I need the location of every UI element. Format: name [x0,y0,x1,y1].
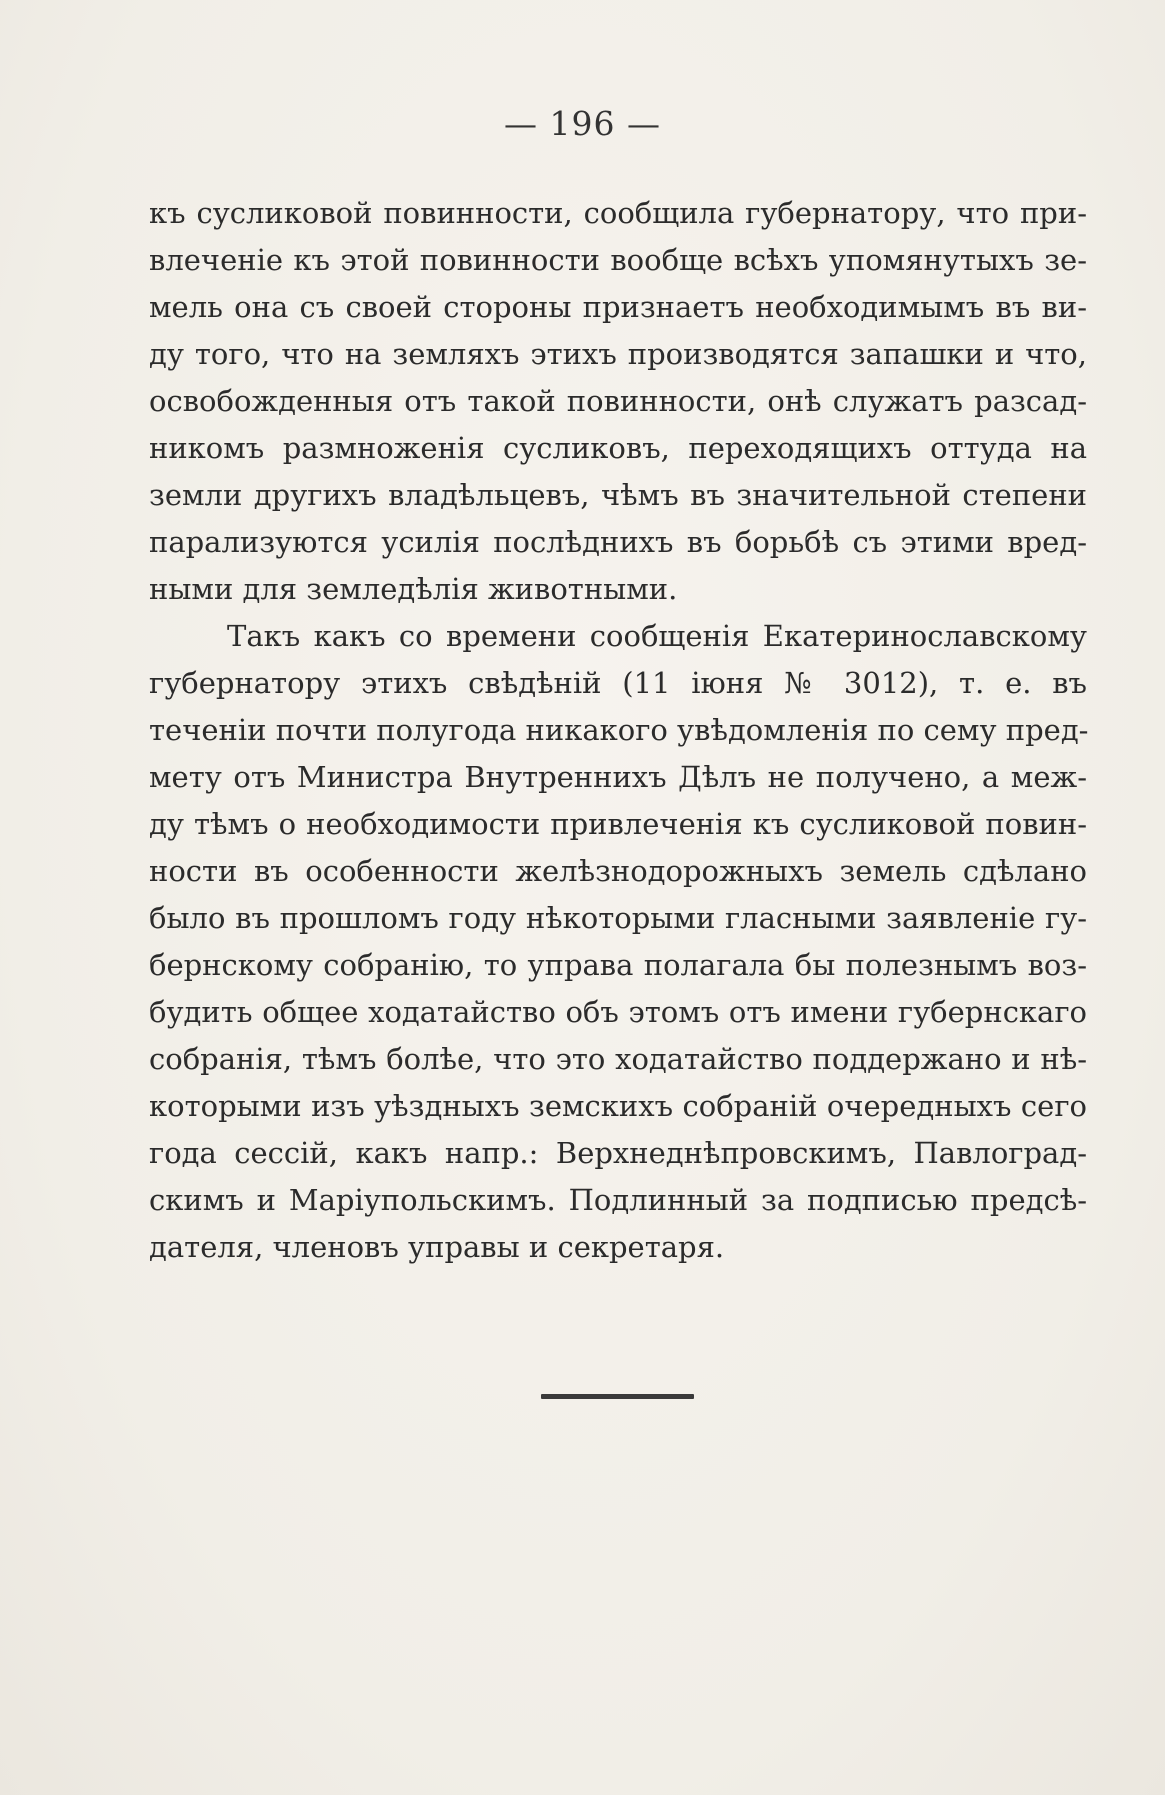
text-line: земли другихъ владѣльцевъ, чѣмъ въ значительной степени [149,478,1087,512]
paragraph [149,613,1087,1271]
text-line: къ сусликовой повинности, сообщила губернатору, что при- [149,196,1087,230]
text-line: влеченіе къ этой повинности вообще всѣхъ упомянутыхъ зе- [149,243,1087,277]
text-line: никомъ размноженія сусликовъ, переходящихъ оттуда на [149,431,1087,465]
text-line: мель она съ своей стороны признаетъ необходимымъ въ ви- [149,290,1087,324]
page-number: — 196 — [504,104,661,143]
text-line: мету отъ Министра Внутреннихъ Дѣлъ не получено, а меж- [149,760,1087,794]
text-line: губернатору этихъ свѣдѣній (11 іюня № 3012), т. е. въ [149,666,1087,700]
body-text [149,190,1087,1271]
text-line: будить общее ходатайство объ этомъ отъ имени губернскаго [149,995,1087,1029]
text-line: ными для земледѣлія животными. [149,572,678,606]
text-line: теченіи почти полугода никакого увѣдомленія по сему пред- [149,713,1089,747]
text-line: ду того, что на земляхъ этихъ производятся запашки и что, [149,337,1087,371]
text-line: освобожденныя отъ такой повинности, онѣ служатъ разсад- [149,384,1087,418]
text-line: парализуются усилія послѣднихъ въ борьбѣ съ этими вред- [149,525,1087,559]
text-line: Такъ какъ со времени сообщенія Екатеринославскому [227,619,1087,653]
paragraph [149,190,1087,613]
text-line: дателя, членовъ управы и секретаря. [149,1230,725,1264]
text-line: было въ прошломъ году нѣкоторыми гласными заявленіе гу- [149,901,1087,935]
text-line: ду тѣмъ о необходимости привлеченія къ сусликовой повин- [149,807,1087,841]
text-line: ности въ особенности желѣзнодорожныхъ земель сдѣлано [149,854,1087,888]
text-line: собранія, тѣмъ болѣе, что это ходатайство поддержано и нѣ- [149,1042,1087,1076]
text-line: бернскому собранію, то управа полагала бы полезнымъ воз- [149,948,1087,982]
text-line: которыми изъ уѣздныхъ земскихъ собраній очередныхъ сего [149,1089,1087,1123]
section-divider [541,1394,694,1399]
text-line: года сессій, какъ напр.: Верхнеднѣпровскимъ, Павлоград- [149,1136,1087,1170]
text-line: скимъ и Маріупольскимъ. Подлинный за подписью предсѣ- [149,1183,1087,1217]
